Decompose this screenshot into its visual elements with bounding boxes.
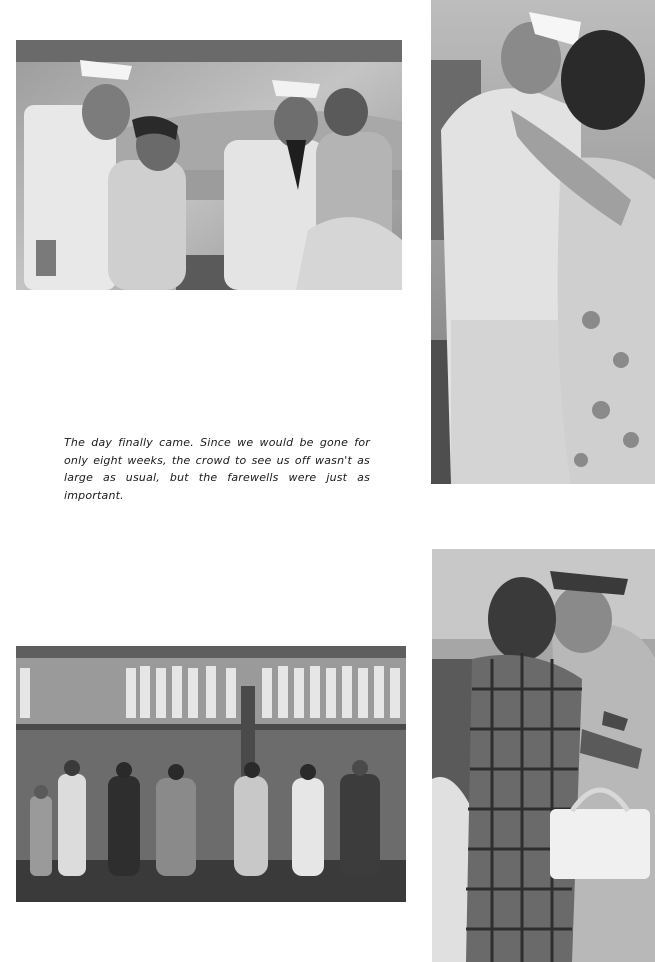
photo-sailor-kiss bbox=[431, 0, 655, 484]
photo-chief-kiss-image bbox=[432, 549, 655, 962]
photo-chief-kiss bbox=[432, 549, 655, 962]
photo-crowd-on-pier bbox=[16, 646, 406, 902]
photo-sailor-kiss-image bbox=[431, 0, 655, 484]
photo-sailors-on-deck bbox=[16, 40, 402, 290]
photo-sailors-on-deck-image bbox=[16, 40, 402, 290]
caption-text: The day finally came. Since we would be gone for only eight weeks, the crowd to see us off wasn't as large as usual, but the farewells were just as important. bbox=[64, 436, 370, 502]
photo-crowd-on-pier-image bbox=[16, 646, 406, 902]
